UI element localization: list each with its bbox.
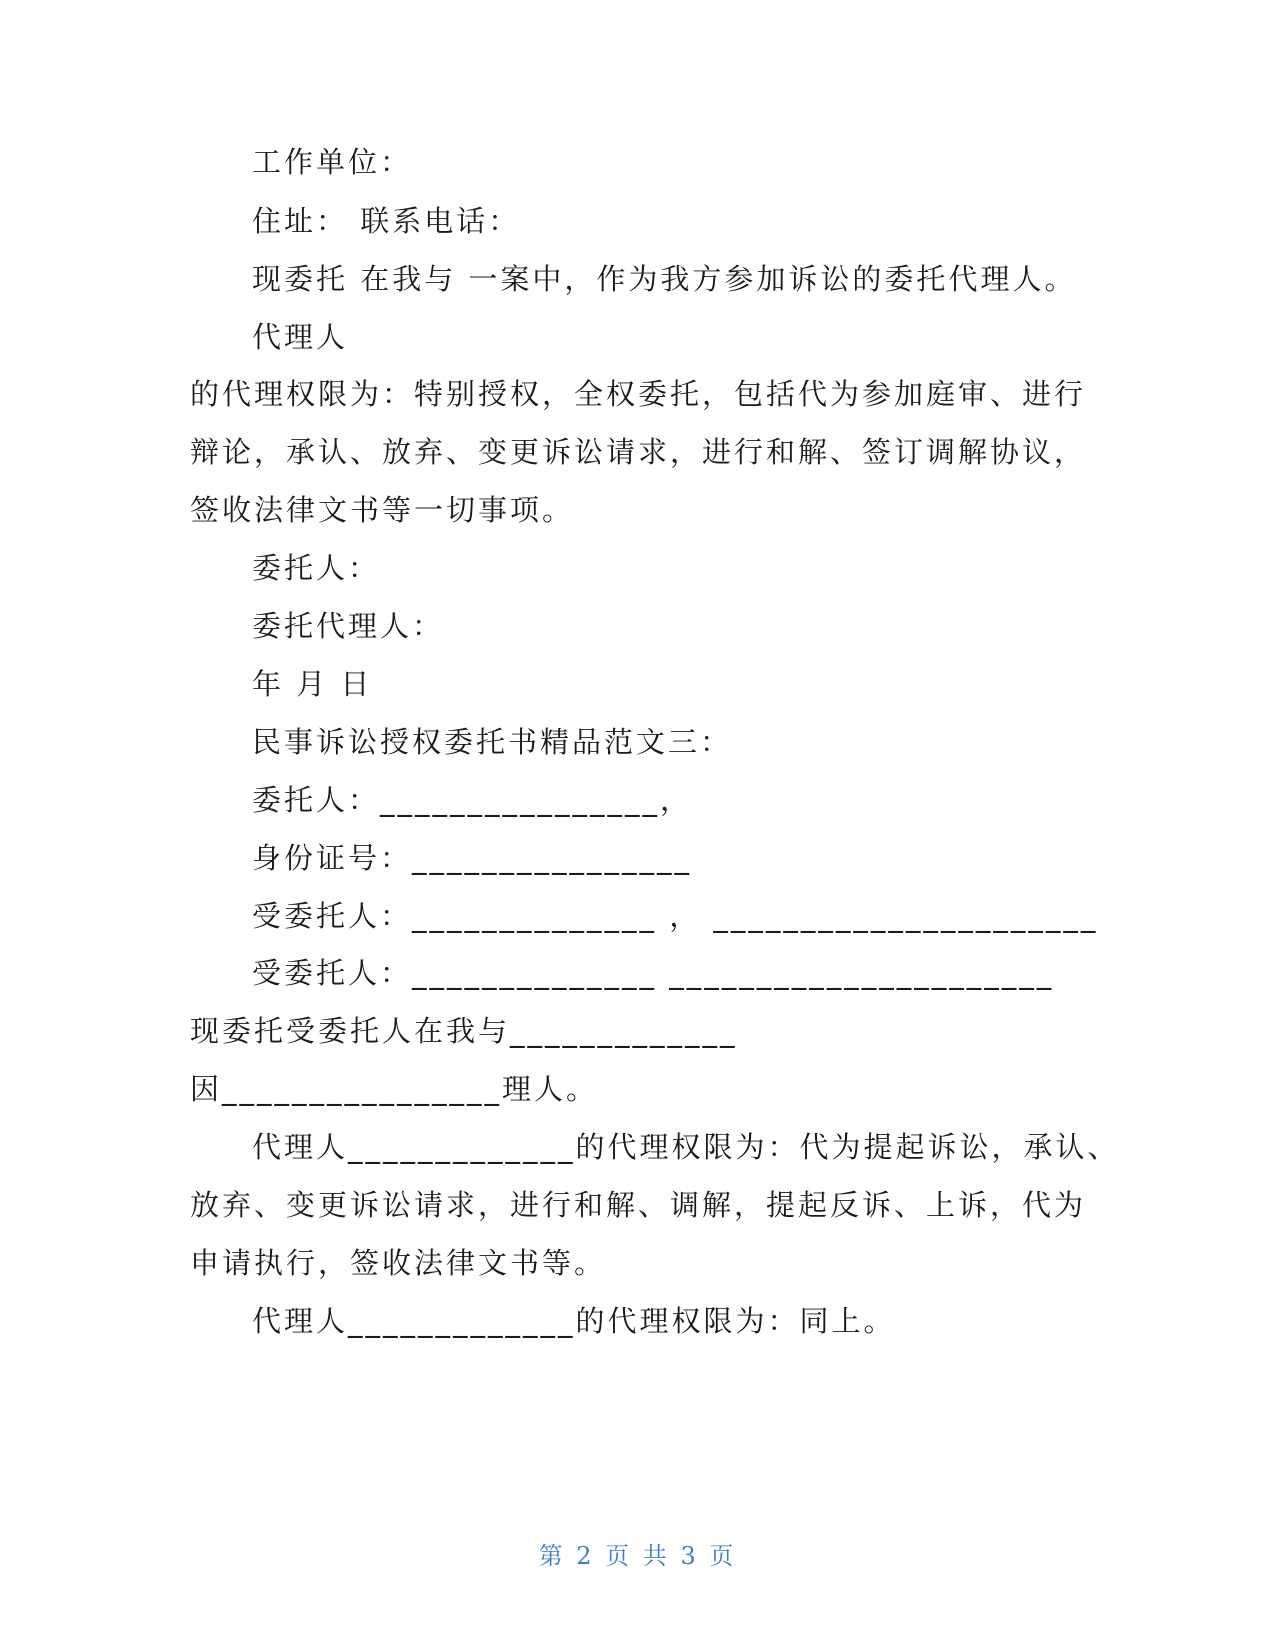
text-line: 因________________理人。 [190,1072,599,1106]
text-line: 放弃、变更诉讼请求，进行和解、调解，提起反诉、上诉，代为 [190,1188,1087,1222]
text-line: 委托人：________________， [252,783,693,817]
text-line: 受委托人：______________ ______________________ [252,956,1055,990]
text-line: 受委托人：______________ ， ______________________ [252,899,1099,933]
text-line: 委托人： [252,551,381,585]
text-line: 辩论，承认、放弃、变更诉讼请求，进行和解、签订调解协议， [190,435,1087,469]
text-line: 代理人_____________的代理权限为：同上。 [252,1304,896,1338]
text-line: 的代理权限为：特别授权，全权委托，包括代为参加庭审、进行 [190,377,1087,411]
text-line: 委托代理人： [252,609,445,643]
text-line: 代理人 [252,320,349,354]
text-line: 现委托 在我与 一案中，作为我方参加诉讼的委托代理人。 [252,262,1077,296]
text-line: 签收法律文书等一切事项。 [190,493,575,527]
section-heading: 民事诉讼授权委托书精品范文三： [252,725,733,759]
text-line: 住址： 联系电话： [252,204,521,238]
text-line: 身份证号：________________ [252,841,693,875]
text-line: 工作单位： [252,145,413,179]
text-line: 申请执行，签收法律文书等。 [190,1246,607,1280]
text-line: 现委托受委托人在我与_____________ [190,1014,738,1048]
text-line: 年 月 日 [252,667,373,701]
page-footer: 第 2 页 共 3 页 [538,1542,737,1570]
text-line: 代理人_____________的代理权限为：代为提起诉讼，承认、 [252,1130,1120,1164]
